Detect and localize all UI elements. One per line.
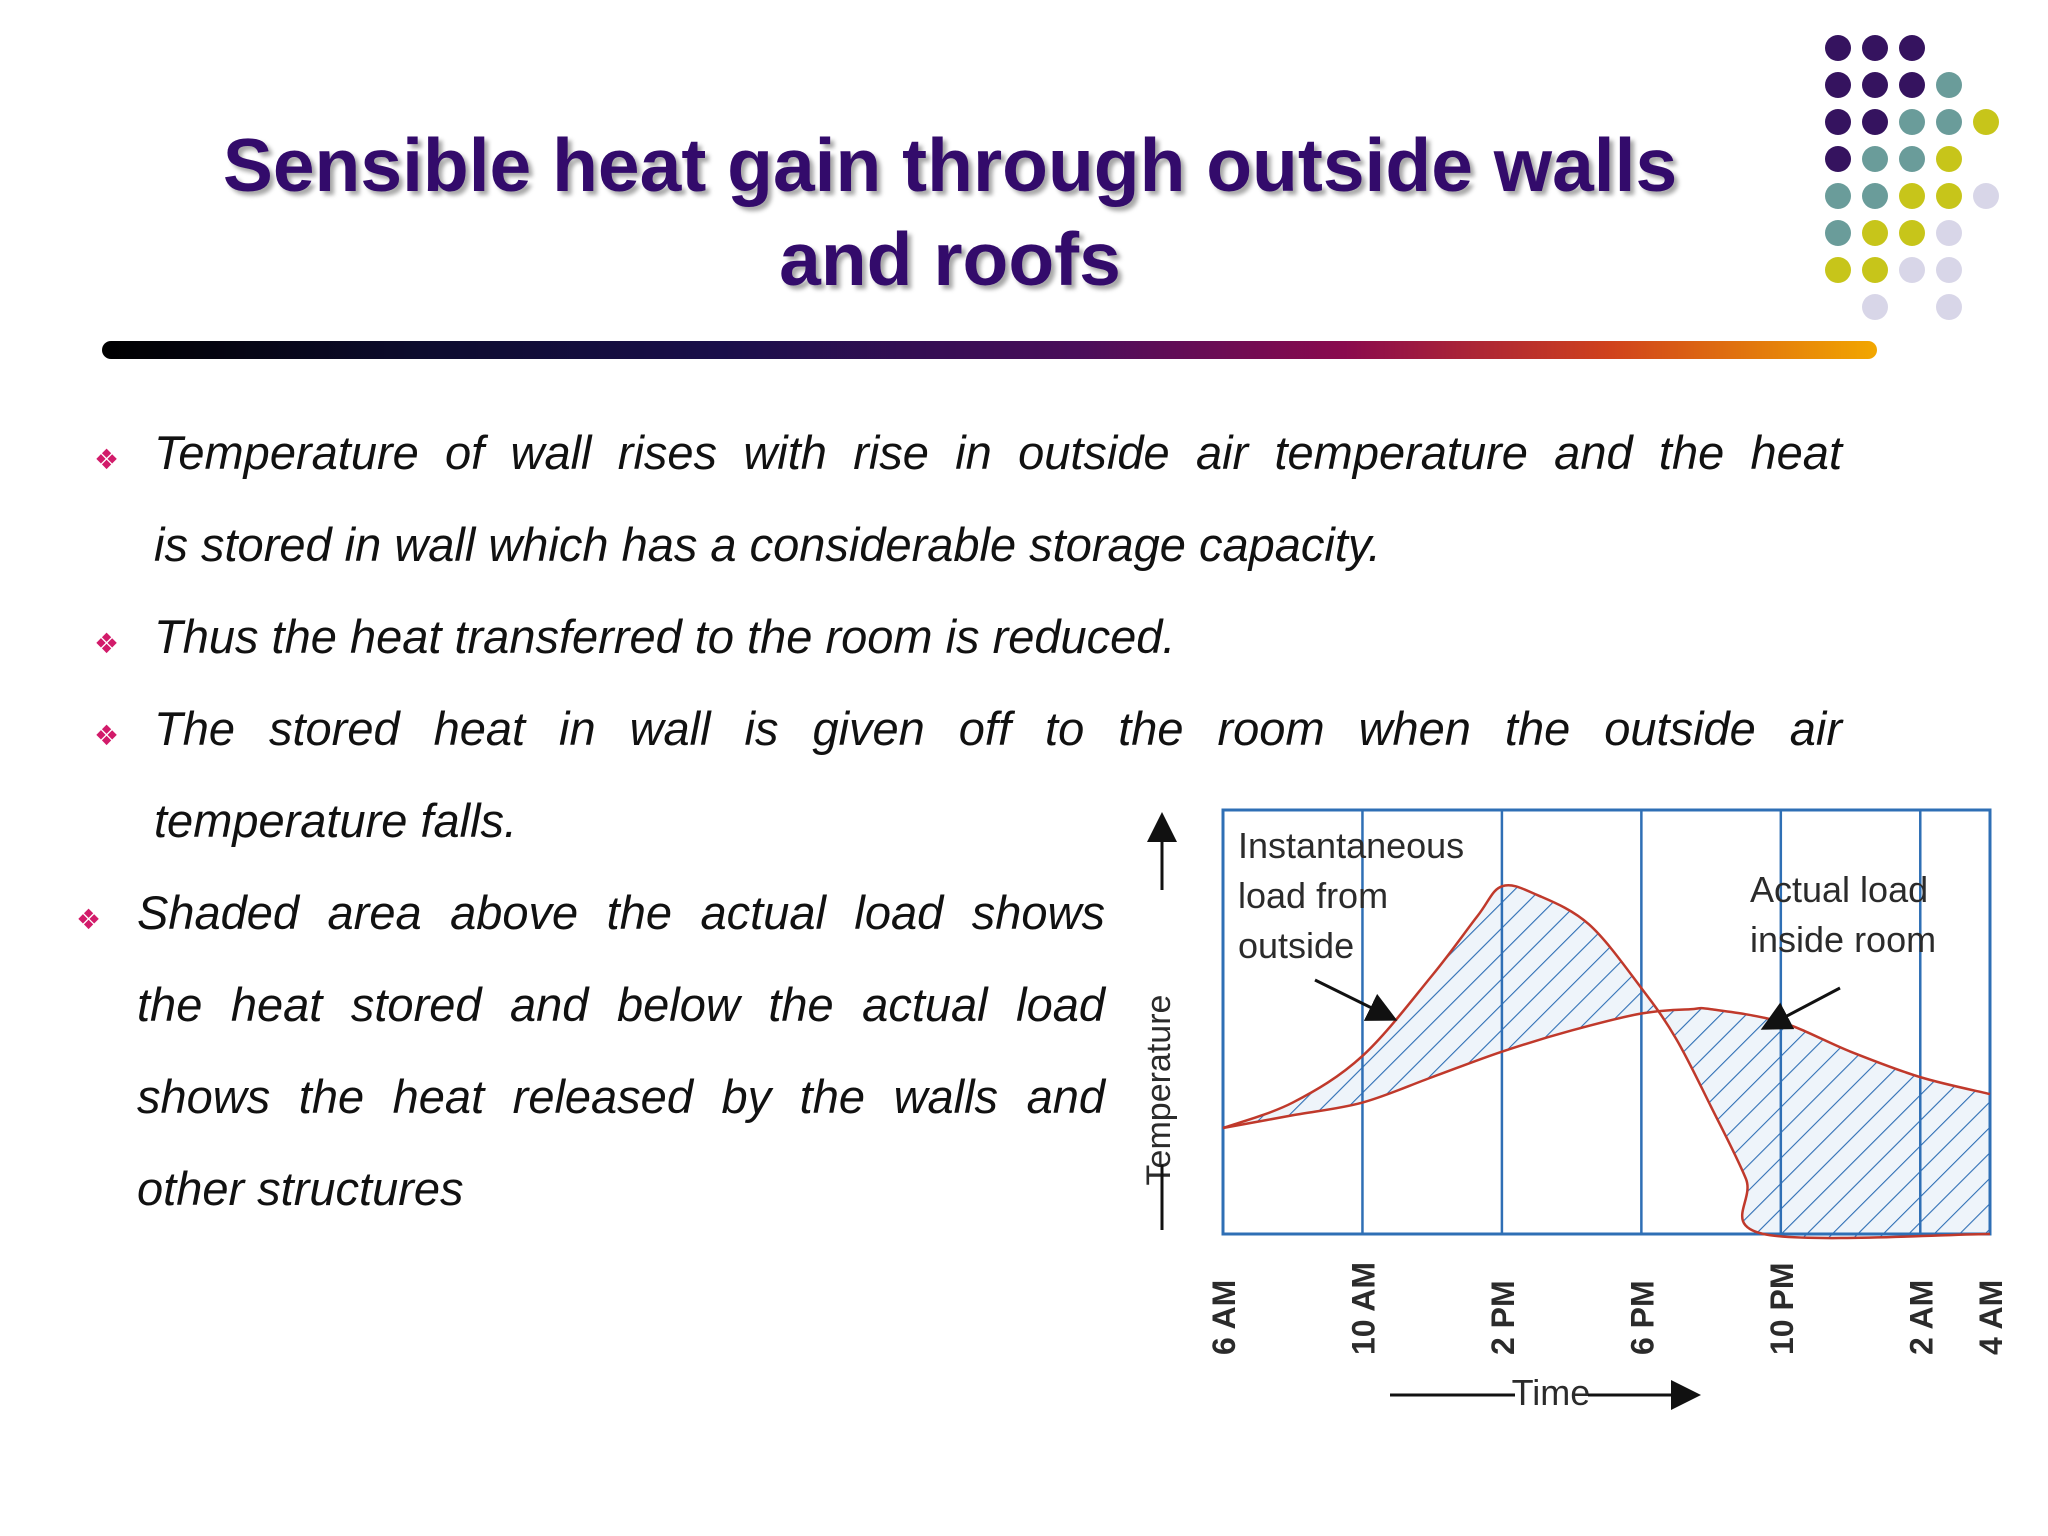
x-tick-label: 6 PM (1624, 1280, 1661, 1355)
annotation-actual-load: Actual load (1750, 869, 1929, 910)
bullet-diamond-icon: ❖ (94, 443, 120, 476)
annotation-actual-load: inside room (1750, 919, 1937, 960)
decorative-dot (1825, 257, 1851, 283)
decorative-dot (1899, 109, 1925, 135)
title-line-2: and roofs (779, 217, 1121, 301)
decorative-dot (1825, 72, 1851, 98)
decorative-dot (1862, 183, 1888, 209)
slide-title (110, 118, 1790, 306)
x-tick-label: 4 AM (1973, 1279, 2009, 1355)
decorative-dot (1825, 183, 1851, 209)
bullet-1-line-1: Temperature of wall rises with rise in outside air temperature and the heat (154, 426, 1842, 479)
decorative-dot (1899, 35, 1925, 61)
decorative-dot (1862, 109, 1888, 135)
decorative-dot (1936, 109, 1962, 135)
bullet-4-line-1: Shaded area above the actual load shows (137, 886, 1105, 939)
decorative-dot (1899, 220, 1925, 246)
temperature-load-chart (1130, 790, 2010, 1430)
decorative-dot (1825, 220, 1851, 246)
x-tick-label: 2 PM (1484, 1280, 1521, 1355)
decorative-dot (1862, 72, 1888, 98)
decorative-dot (1862, 146, 1888, 172)
annotation-instantaneous-load: outside (1238, 925, 1355, 966)
bullet-diamond-icon: ❖ (76, 903, 102, 936)
bullet-diamond-icon: ❖ (94, 627, 120, 660)
bullet-1-line-2: is stored in wall which has a considerable storage capacity. (154, 518, 1381, 571)
title-divider (102, 341, 1877, 359)
decorative-dot (1936, 220, 1962, 246)
bullet-4-line-3: shows the heat released by the walls and (137, 1070, 1105, 1123)
decorative-dot (1936, 257, 1962, 283)
bullet-2-line-1: Thus the heat transferred to the room is reduced. (154, 610, 1176, 663)
decorative-dot (1973, 183, 1999, 209)
x-tick-label: 2 AM (1903, 1279, 1940, 1355)
x-axis-title: Time (1511, 1372, 1591, 1413)
bullet-3-line-2: temperature falls. (154, 794, 518, 847)
bullet-4-line-2: the heat stored and below the actual load (137, 978, 1105, 1031)
decorative-dot (1825, 109, 1851, 135)
x-tick-label: 10 PM (1763, 1262, 1800, 1355)
decorative-dot (1899, 146, 1925, 172)
bullet-3-line-1: The stored heat in wall is given off to the room when the outside air (154, 702, 1842, 755)
decorative-dot (1936, 72, 1962, 98)
annotation-instantaneous-load: Instantaneous (1238, 825, 1465, 866)
bullet-4-line-4: other structures (137, 1162, 464, 1215)
decorative-dot (1862, 35, 1888, 61)
decorative-dot (1973, 109, 1999, 135)
x-tick-label: 6 AM (1206, 1279, 1242, 1355)
decorative-dot (1936, 183, 1962, 209)
annotation-arrow-icon (1315, 980, 1392, 1018)
decorative-dot (1899, 257, 1925, 283)
y-axis-title: Temperature (1140, 994, 1178, 1186)
x-tick-label: 10 AM (1345, 1261, 1382, 1355)
annotation-arrow-icon (1766, 988, 1840, 1027)
decorative-dot (1936, 294, 1962, 320)
decorative-dot (1862, 257, 1888, 283)
decorative-dot (1899, 72, 1925, 98)
decorative-dot (1936, 146, 1962, 172)
decorative-dot (1862, 294, 1888, 320)
annotation-instantaneous-load: load from (1238, 875, 1389, 916)
decorative-dot (1899, 183, 1925, 209)
decorative-dot (1862, 220, 1888, 246)
bullet-diamond-icon: ❖ (94, 719, 120, 752)
decorative-dot (1825, 35, 1851, 61)
title-line-1: Sensible heat gain through outside walls (222, 123, 1678, 207)
decorative-dot (1825, 146, 1851, 172)
